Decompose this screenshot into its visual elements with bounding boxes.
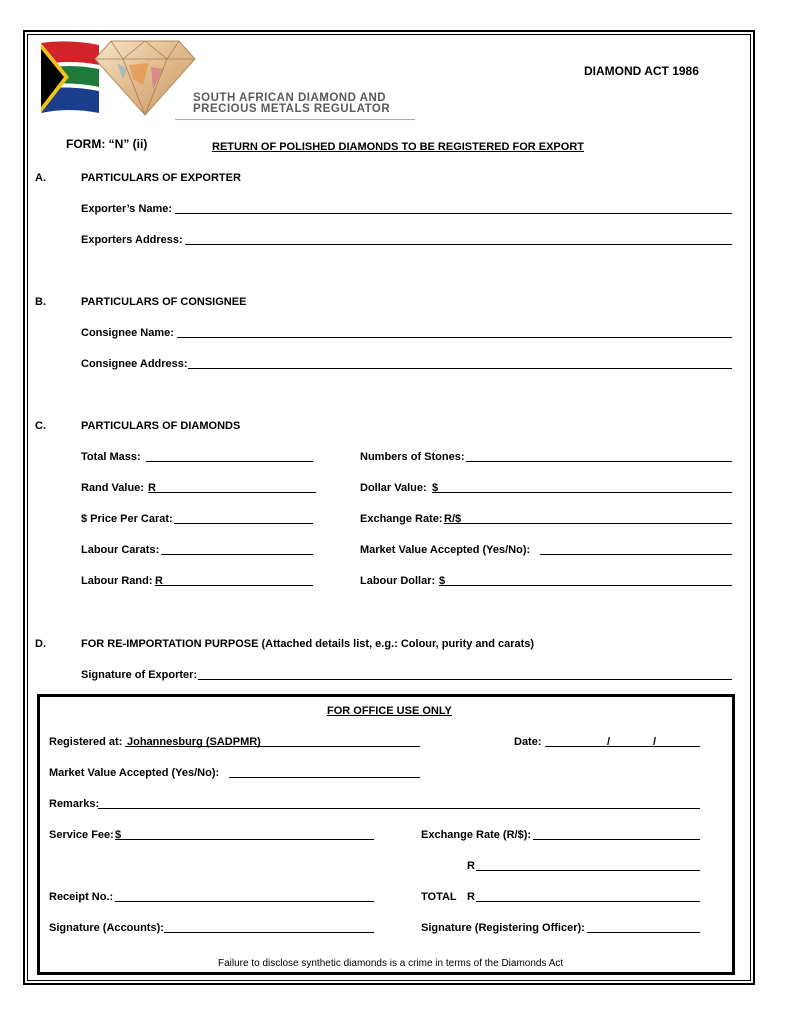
exchange-rate-prefix: R/$ <box>444 513 462 525</box>
rand-value-prefix: R <box>148 482 156 494</box>
exporter-name-field[interactable] <box>175 213 732 214</box>
stones-field[interactable] <box>466 461 732 462</box>
labour-carats-field[interactable] <box>161 554 313 555</box>
exporter-signature-field[interactable] <box>198 679 732 680</box>
date-label: Date: <box>514 736 542 748</box>
exporter-name-label: Exporter’s Name: <box>81 203 173 215</box>
exchange-rate-label: Exchange Rate: <box>360 513 443 525</box>
signature-officer-field[interactable] <box>587 932 700 933</box>
signature-accounts-field[interactable] <box>164 932 374 933</box>
date-separator-2: / <box>653 736 657 748</box>
total-mass-label: Total Mass: <box>81 451 141 463</box>
registered-at-value: Johannesburg (SADPMR) <box>127 736 261 748</box>
form-title: RETURN OF POLISHED DIAMONDS TO BE REGISTERED FOR EXPORT <box>212 141 584 153</box>
service-fee-label: Service Fee: <box>49 829 114 841</box>
labour-rand-field[interactable] <box>155 585 313 586</box>
receipt-label: Receipt No.: <box>49 891 114 903</box>
consignee-name-field[interactable] <box>177 337 732 338</box>
sadpmr-logo <box>39 39 199 121</box>
consignee-address-field[interactable] <box>188 368 732 369</box>
rand-amount-prefix: R <box>467 860 475 872</box>
price-carat-label: $ Price Per Carat: <box>81 513 173 525</box>
exporter-signature-label: Signature of Exporter: <box>81 669 198 681</box>
registered-at-field[interactable] <box>125 746 420 747</box>
consignee-name-label: Consignee Name: <box>81 327 174 339</box>
dollar-value-label: Dollar Value: <box>360 482 427 494</box>
service-fee-prefix: $ <box>115 829 122 841</box>
act-title: DIAMOND ACT 1986 <box>584 64 699 78</box>
logo-text-line1: SOUTH AFRICAN DIAMOND AND <box>193 92 387 104</box>
footer-notice: Failure to disclose synthetic diamonds is a crime in terms of the Diamonds Act <box>218 958 564 969</box>
labour-dollar-label: Labour Dollar: <box>360 575 436 587</box>
labour-dollar-field[interactable] <box>439 585 732 586</box>
section-d-letter: D. <box>35 638 46 650</box>
exchange-rate-field[interactable] <box>444 523 732 524</box>
total-prefix: R <box>467 891 475 903</box>
logo-text-line2: PRECIOUS METALS REGULATOR <box>193 103 391 115</box>
dollar-value-prefix: $ <box>432 482 439 494</box>
section-c-letter: C. <box>35 420 46 432</box>
rand-value-field[interactable] <box>148 492 316 493</box>
service-fee-field[interactable] <box>115 839 374 840</box>
remarks-field[interactable] <box>98 808 700 809</box>
total-label: TOTAL <box>421 891 457 903</box>
section-c-title: PARTICULARS OF DIAMONDS <box>81 420 241 432</box>
rand-amount-field[interactable] <box>476 870 700 871</box>
office-exchange-rate-field[interactable] <box>533 839 700 840</box>
registered-at-label: Registered at: <box>49 736 123 748</box>
market-value-field[interactable] <box>540 554 732 555</box>
section-b-letter: B. <box>35 296 46 308</box>
market-value-label: Market Value Accepted (Yes/No): <box>360 544 531 556</box>
receipt-field[interactable] <box>115 901 374 902</box>
exporter-address-label: Exporters Address: <box>81 234 183 246</box>
labour-rand-label: Labour Rand: <box>81 575 153 587</box>
section-a-letter: A. <box>35 172 46 184</box>
price-carat-field[interactable] <box>174 523 313 524</box>
total-mass-field[interactable] <box>146 461 313 462</box>
section-b-title: PARTICULARS OF CONSIGNEE <box>81 296 247 308</box>
dollar-value-field[interactable] <box>432 492 732 493</box>
consignee-address-label: Consignee Address: <box>81 358 188 370</box>
office-market-value-label: Market Value Accepted (Yes/No): <box>49 767 220 779</box>
labour-dollar-prefix: $ <box>439 575 446 587</box>
form-label: FORM: “N” (ii) <box>66 137 148 151</box>
office-market-value-field[interactable] <box>229 777 420 778</box>
flag-diamond-logo-icon <box>39 39 199 121</box>
stones-label: Numbers of Stones: <box>360 451 465 463</box>
signature-officer-label: Signature (Registering Officer): <box>421 922 585 934</box>
total-field[interactable] <box>476 901 700 902</box>
signature-accounts-label: Signature (Accounts): <box>49 922 164 934</box>
labour-carats-label: Labour Carats: <box>81 544 160 556</box>
exporter-address-field[interactable] <box>185 244 732 245</box>
office-use-title: FOR OFFICE USE ONLY <box>327 705 452 717</box>
date-field[interactable] <box>545 746 700 747</box>
rand-value-label: Rand Value: <box>81 482 144 494</box>
date-separator-1: / <box>607 736 611 748</box>
labour-rand-prefix: R <box>155 575 163 587</box>
section-a-title: PARTICULARS OF EXPORTER <box>81 172 241 184</box>
section-d-title: FOR RE-IMPORTATION PURPOSE (Attached details list, e.g.: Colour, purity and carats) <box>81 638 535 650</box>
remarks-label: Remarks: <box>49 798 100 810</box>
office-exchange-rate-label: Exchange Rate (R/$): <box>421 829 532 841</box>
logo-underline <box>175 119 415 120</box>
